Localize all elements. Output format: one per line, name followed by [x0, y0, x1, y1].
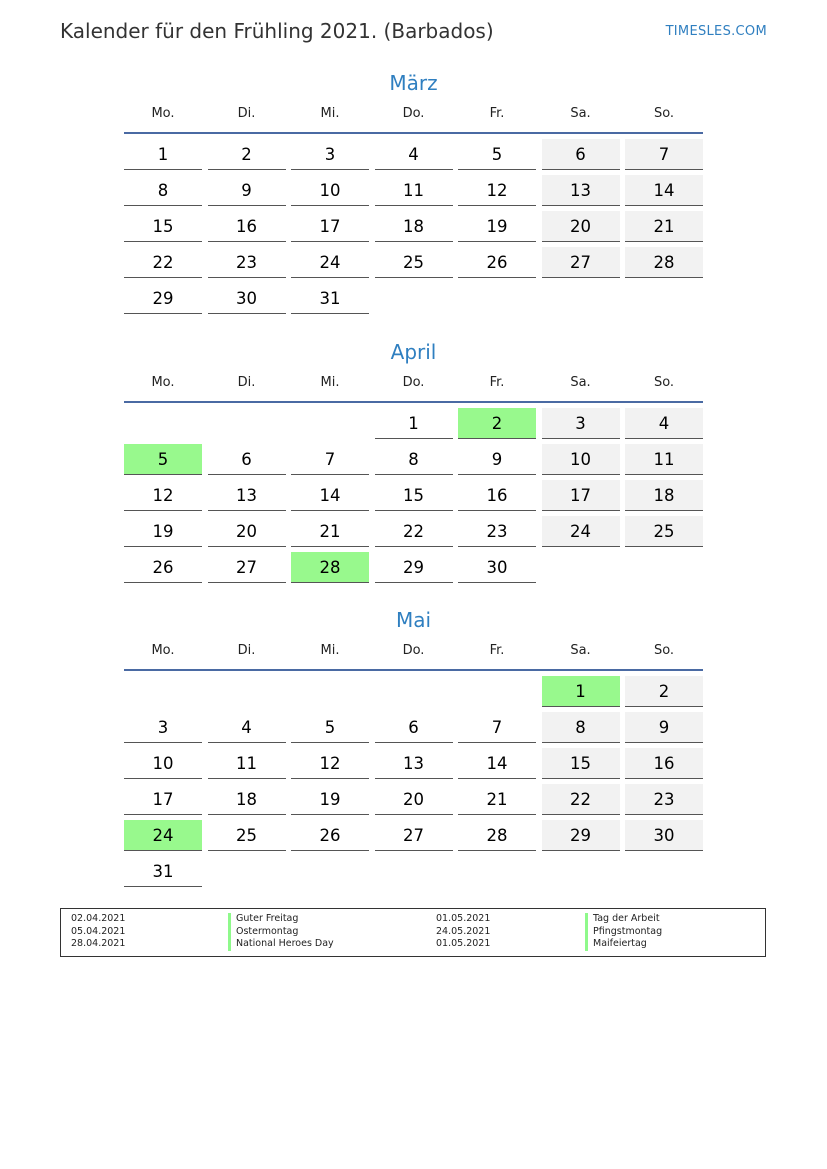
day-cell: 30 — [625, 820, 703, 851]
weekday-label: Mo. — [151, 643, 175, 658]
day-cell: 19 — [124, 516, 202, 547]
day-cell: 11 — [208, 748, 286, 779]
day-cell: 21 — [291, 516, 369, 547]
legend-left-names — [228, 913, 334, 951]
weekday-label: Do. — [402, 106, 425, 121]
day-cell: 3 — [291, 139, 369, 170]
empty-cell — [375, 676, 453, 707]
day-cell: 17 — [542, 480, 620, 511]
month-name: Mai — [395, 608, 432, 632]
day-cell: 25 — [375, 247, 453, 278]
legend-date: 24.05.2021 — [436, 925, 491, 937]
legend-left-dates — [71, 913, 125, 951]
legend-holiday-name: National Heroes Day — [236, 938, 334, 949]
day-cell: 10 — [291, 175, 369, 206]
month-calendar — [124, 607, 703, 887]
month-calendar — [124, 70, 703, 314]
day-cell: 26 — [291, 820, 369, 851]
day-cell: 22 — [124, 247, 202, 278]
day-cell: 2 — [625, 676, 703, 707]
day-cell: 7 — [625, 139, 703, 170]
header-divider — [124, 401, 703, 403]
day-cell: 5 — [458, 139, 536, 170]
day-cell: 27 — [375, 820, 453, 851]
day-cell: 21 — [458, 784, 536, 815]
brand-link[interactable]: TIMESLES.COM — [665, 24, 767, 39]
day-cell: 13 — [542, 175, 620, 206]
legend-holiday-name: Maifeiertag — [593, 938, 647, 949]
weekday-label: Do. — [402, 375, 425, 390]
weekday-label: Di. — [237, 106, 256, 121]
day-cell: 28 — [458, 820, 536, 851]
holiday-day-cell: 24 — [124, 820, 202, 851]
day-cell: 15 — [542, 748, 620, 779]
weekday-label: So. — [653, 375, 675, 390]
day-cell: 30 — [458, 552, 536, 583]
header-divider — [124, 132, 703, 134]
day-cell: 19 — [291, 784, 369, 815]
day-cell: 9 — [625, 712, 703, 743]
holiday-legend — [60, 908, 766, 957]
day-cell: 6 — [375, 712, 453, 743]
legend-holiday-name: Ostermontag — [236, 925, 299, 937]
weekday-label: Di. — [237, 375, 256, 390]
day-cell: 31 — [291, 283, 369, 314]
weekday-label: Sa. — [570, 106, 591, 121]
empty-cell — [208, 408, 286, 439]
day-cell: 20 — [375, 784, 453, 815]
day-cell: 1 — [124, 139, 202, 170]
day-cell: 14 — [458, 748, 536, 779]
day-cell: 20 — [542, 211, 620, 242]
day-cell: 13 — [375, 748, 453, 779]
day-cell: 25 — [208, 820, 286, 851]
day-cell: 25 — [625, 516, 703, 547]
month-calendar — [124, 339, 703, 583]
day-cell: 24 — [542, 516, 620, 547]
day-cell: 9 — [458, 444, 536, 475]
legend-right-dates — [436, 913, 490, 951]
day-cell: 15 — [124, 211, 202, 242]
day-cell: 18 — [375, 211, 453, 242]
day-cell: 16 — [208, 211, 286, 242]
day-cell: 11 — [625, 444, 703, 475]
day-cell: 7 — [458, 712, 536, 743]
day-cell: 11 — [375, 175, 453, 206]
day-cell: 1 — [375, 408, 453, 439]
weekday-label: Do. — [402, 643, 425, 658]
day-cell: 3 — [542, 408, 620, 439]
holiday-day-cell: 1 — [542, 676, 620, 707]
day-cell: 21 — [625, 211, 703, 242]
weekday-header — [124, 373, 703, 393]
day-cell: 12 — [291, 748, 369, 779]
day-cell: 26 — [124, 552, 202, 583]
day-cell: 26 — [458, 247, 536, 278]
month-name: April — [390, 340, 437, 364]
day-cell: 8 — [124, 175, 202, 206]
weekday-label: So. — [653, 106, 675, 121]
day-cell: 4 — [208, 712, 286, 743]
day-cell: 8 — [375, 444, 453, 475]
day-cell: 19 — [458, 211, 536, 242]
day-cell: 13 — [208, 480, 286, 511]
day-cell: 28 — [625, 247, 703, 278]
day-cell: 29 — [375, 552, 453, 583]
day-cell: 4 — [625, 408, 703, 439]
weekday-label: Mo. — [151, 375, 175, 390]
day-cell: 9 — [208, 175, 286, 206]
day-cell: 5 — [291, 712, 369, 743]
legend-holiday-name: Guter Freitag — [236, 913, 299, 924]
day-cell: 23 — [458, 516, 536, 547]
legend-date: 01.05.2021 — [436, 913, 491, 924]
day-cell: 30 — [208, 283, 286, 314]
weekday-label: Fr. — [489, 106, 505, 121]
day-cell: 4 — [375, 139, 453, 170]
day-cell: 10 — [542, 444, 620, 475]
day-cell: 22 — [542, 784, 620, 815]
weekday-label: Mi. — [320, 643, 340, 658]
day-cell: 14 — [625, 175, 703, 206]
weekday-header — [124, 104, 703, 124]
day-cell: 12 — [458, 175, 536, 206]
holiday-day-cell: 2 — [458, 408, 536, 439]
legend-holiday-name: Pfingstmontag — [593, 925, 663, 937]
day-cell: 18 — [625, 480, 703, 511]
holiday-day-cell: 28 — [291, 552, 369, 583]
page-title: Kalender für den Frühling 2021. (Barbados) — [60, 19, 494, 43]
weekday-label: Di. — [237, 643, 256, 658]
month-name: März — [389, 71, 438, 95]
weekday-label: Sa. — [570, 643, 591, 658]
empty-cell — [291, 408, 369, 439]
day-cell: 16 — [458, 480, 536, 511]
day-cell: 15 — [375, 480, 453, 511]
day-grid — [124, 676, 703, 887]
day-cell: 27 — [542, 247, 620, 278]
weekday-label: Mi. — [320, 106, 340, 121]
weekday-label: Sa. — [570, 375, 591, 390]
day-cell: 6 — [208, 444, 286, 475]
weekday-label: Fr. — [489, 643, 505, 658]
day-cell: 6 — [542, 139, 620, 170]
day-cell: 14 — [291, 480, 369, 511]
empty-cell — [208, 676, 286, 707]
legend-holiday-name: Tag der Arbeit — [593, 913, 660, 924]
day-cell: 2 — [208, 139, 286, 170]
weekday-label: Mo. — [151, 106, 175, 121]
day-cell: 22 — [375, 516, 453, 547]
weekday-header — [124, 641, 703, 661]
day-cell: 10 — [124, 748, 202, 779]
day-cell: 16 — [625, 748, 703, 779]
day-cell: 29 — [542, 820, 620, 851]
legend-right-names — [585, 913, 662, 951]
day-cell: 29 — [124, 283, 202, 314]
day-cell: 24 — [291, 247, 369, 278]
holiday-day-cell: 5 — [124, 444, 202, 475]
day-cell: 7 — [291, 444, 369, 475]
weekday-label: So. — [653, 643, 675, 658]
legend-date: 05.04.2021 — [71, 925, 126, 937]
day-cell: 8 — [542, 712, 620, 743]
empty-cell — [124, 408, 202, 439]
day-cell: 23 — [625, 784, 703, 815]
legend-date: 28.04.2021 — [71, 938, 126, 949]
legend-date: 01.05.2021 — [436, 938, 491, 949]
day-cell: 27 — [208, 552, 286, 583]
day-cell: 17 — [124, 784, 202, 815]
empty-cell — [458, 676, 536, 707]
day-cell: 3 — [124, 712, 202, 743]
day-grid — [124, 139, 703, 314]
weekday-label: Fr. — [489, 375, 505, 390]
empty-cell — [124, 676, 202, 707]
legend-date: 02.04.2021 — [71, 913, 126, 924]
day-cell: 18 — [208, 784, 286, 815]
weekday-label: Mi. — [320, 375, 340, 390]
day-cell: 17 — [291, 211, 369, 242]
empty-cell — [291, 676, 369, 707]
day-cell: 20 — [208, 516, 286, 547]
day-grid — [124, 408, 703, 583]
day-cell: 12 — [124, 480, 202, 511]
header-divider — [124, 669, 703, 671]
day-cell: 23 — [208, 247, 286, 278]
day-cell: 31 — [124, 856, 202, 887]
